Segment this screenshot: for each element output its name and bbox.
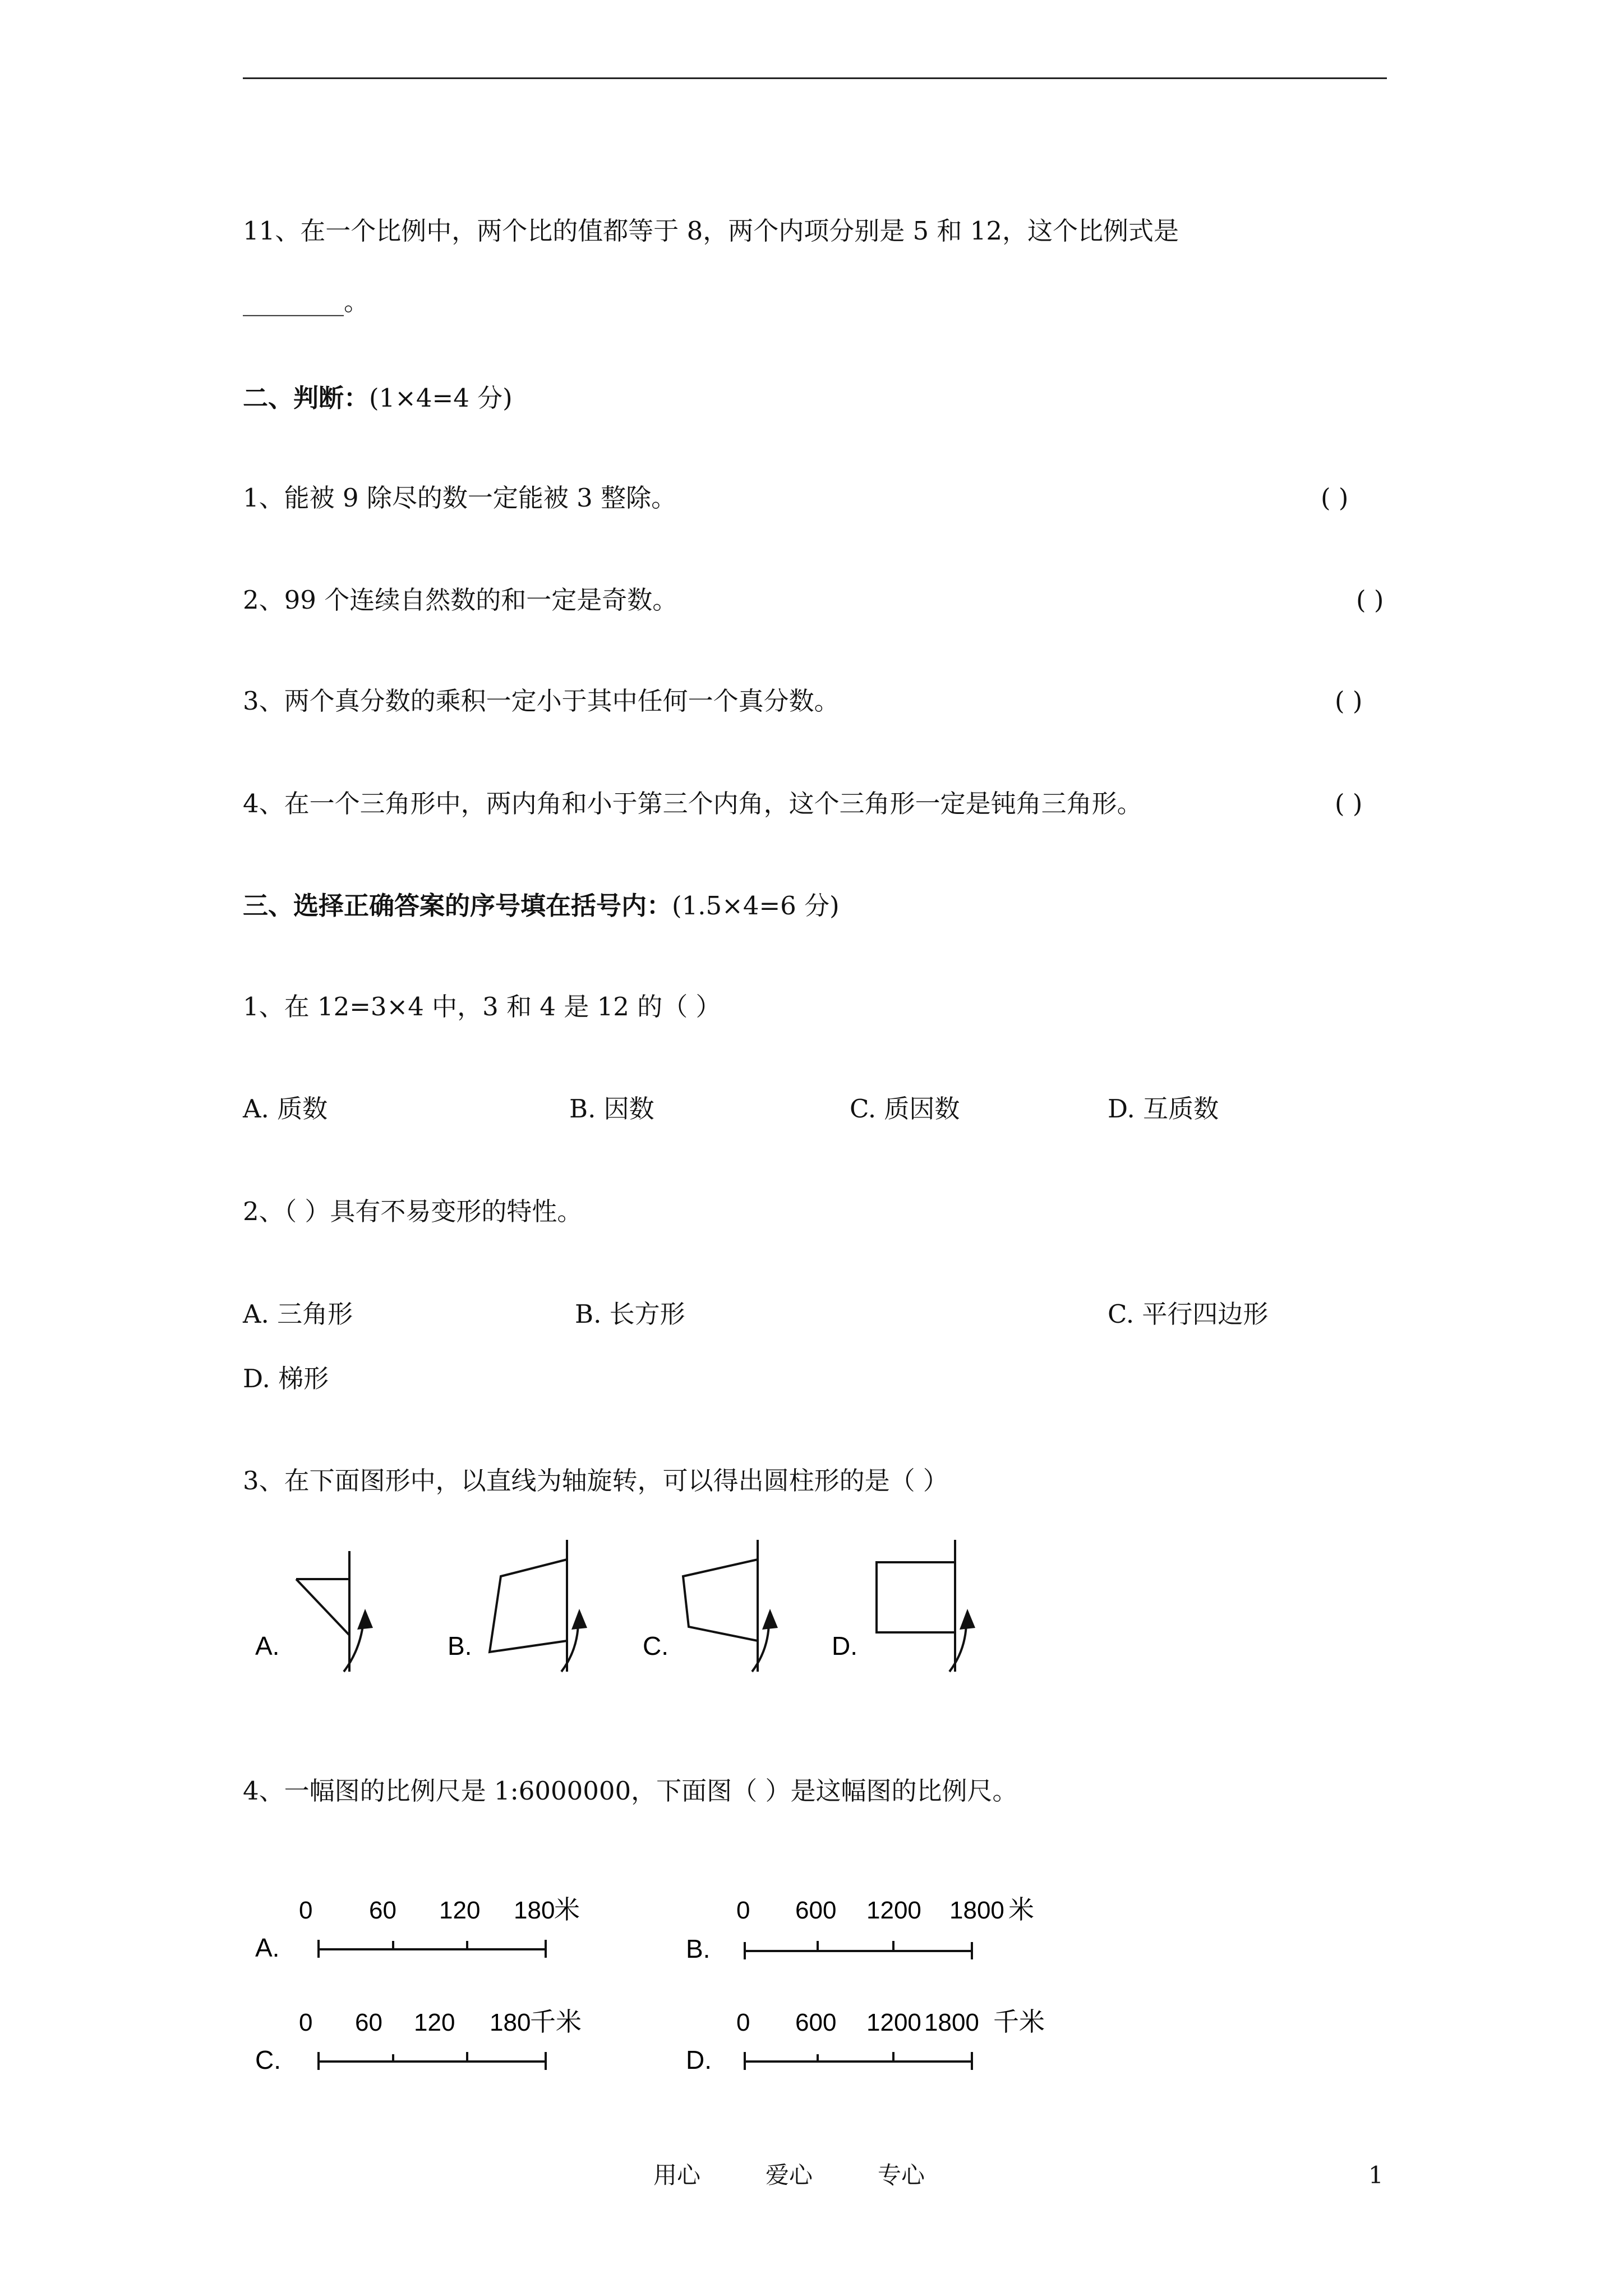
scale-a-tick-1: 60	[369, 1897, 396, 1924]
scale-bars	[243, 1879, 1084, 2092]
figure-d-label: D.	[832, 1631, 857, 1660]
scale-a-bar	[319, 1940, 546, 1958]
judge-item-3: 3、两个真分数的乘积一定小于其中任何一个真分数。	[243, 686, 840, 716]
scale-c-tick-2: 120	[414, 2009, 455, 2036]
judge-answer-1: ( )	[1321, 483, 1349, 513]
footer-word-1: 用心	[653, 2161, 701, 2189]
rotation-figures	[243, 1537, 1028, 1700]
section-2-heading	[243, 381, 513, 415]
scale-d-tick-0: 0	[736, 2009, 750, 2036]
choice-question-1: 1、在 12=3×4 中，3 和 4 是 12 的（ ）	[243, 992, 721, 1022]
figure-d-shape	[877, 1540, 966, 1672]
scale-a-unit: 米	[554, 1895, 580, 1924]
scale-b-unit: 米	[1008, 1895, 1034, 1924]
judge-item-1: 1、能被 9 除尽的数一定能被 3 整除。	[243, 483, 677, 513]
figure-a-shape	[296, 1551, 363, 1672]
figure-b-arrow	[571, 1609, 587, 1630]
scale-d-tick-1: 600	[795, 2009, 837, 2036]
footer-word-3: 专心	[878, 2161, 925, 2189]
section-3-score: (1.5×4=6 分)	[672, 891, 840, 921]
figure-d-arrow	[960, 1609, 975, 1630]
scale-a-label: A.	[255, 1933, 280, 1962]
choice-question-4: 4、一幅图的比例尺是 1:6000000，下面图（ ）是这幅图的比例尺。	[243, 1776, 1018, 1806]
scale-a-tick-3: 180	[514, 1897, 555, 1924]
page-number: 1	[1368, 2161, 1384, 2189]
scale-b-tick-0: 0	[736, 1897, 750, 1924]
scale-b-tick-3: 1800	[949, 1897, 1004, 1924]
figure-b-shape	[490, 1540, 578, 1672]
scale-c-tick-0: 0	[299, 2009, 313, 2036]
scale-d-bar	[745, 2052, 972, 2070]
scale-c-tick-1: 60	[355, 2009, 382, 2036]
q2-option-c: C. 平行四边形	[1108, 1299, 1269, 1329]
scale-d-label: D.	[686, 2045, 712, 2074]
choice-question-3: 3、在下面图形中，以直线为轴旋转，可以得出圆柱形的是（ ）	[243, 1466, 948, 1496]
section-3-heading	[243, 889, 840, 923]
scale-b-bar	[745, 1941, 972, 1959]
scale-b-label: B.	[686, 1934, 711, 1963]
judge-answer-4: ( )	[1335, 789, 1363, 818]
scale-c-bar	[319, 2052, 546, 2070]
q2-option-d: D. 梯形	[243, 1364, 329, 1393]
choice-question-2: 2、（ ）具有不易变形的特性。	[243, 1197, 583, 1226]
scale-b-tick-2: 1200	[866, 1897, 921, 1924]
figure-b-label: B.	[448, 1631, 472, 1660]
judge-answer-3: ( )	[1335, 686, 1363, 716]
scale-d-tick-2: 1200	[866, 2009, 921, 2036]
figure-a-arrow	[357, 1609, 373, 1630]
q1-option-b: B. 因数	[569, 1094, 654, 1124]
scale-d-tick-3: 1800	[924, 2009, 979, 2036]
section-2-title: 二、判断：	[243, 383, 370, 413]
figure-c-arrow	[762, 1609, 778, 1630]
scale-c-label: C.	[255, 2045, 281, 2074]
question-11-text: 11、在一个比例中，两个比的值都等于 8，两个内项分别是 5 和 12，这个比例式是	[243, 216, 1179, 246]
scale-b-tick-1: 600	[795, 1897, 837, 1924]
scale-a-tick-0: 0	[299, 1897, 313, 1924]
scale-d-unit: 千米	[993, 2007, 1045, 2036]
q1-option-c: C. 质因数	[850, 1094, 960, 1124]
judge-item-4: 4、在一个三角形中，两内角和小于第三个内角，这个三角形一定是钝角三角形。	[243, 789, 1142, 818]
q2-option-b: B. 长方形	[575, 1299, 685, 1329]
q2-option-a: A. 三角形	[243, 1299, 353, 1329]
header-rule	[243, 77, 1387, 79]
judge-item-2: 2、99 个连续自然数的和一定是奇数。	[243, 585, 678, 615]
figure-c-label: C.	[643, 1631, 668, 1660]
figure-a-label: A.	[255, 1631, 280, 1660]
section-2-score: (1×4=4 分)	[369, 383, 513, 413]
scale-a-tick-2: 120	[439, 1897, 481, 1924]
footer-word-2: 爱心	[766, 2161, 813, 2189]
scale-c-unit: 千米	[530, 2007, 582, 2036]
judge-answer-2: ( )	[1356, 585, 1384, 615]
q1-option-a: A. 质数	[243, 1094, 328, 1124]
q1-option-d: D. 互质数	[1108, 1094, 1219, 1124]
question-11-blank: ________。	[243, 287, 370, 316]
scale-c-tick-3: 180	[490, 2009, 531, 2036]
section-3-title: 三、选择正确答案的序号填在括号内：	[243, 891, 672, 921]
figure-c-shape	[683, 1540, 769, 1672]
